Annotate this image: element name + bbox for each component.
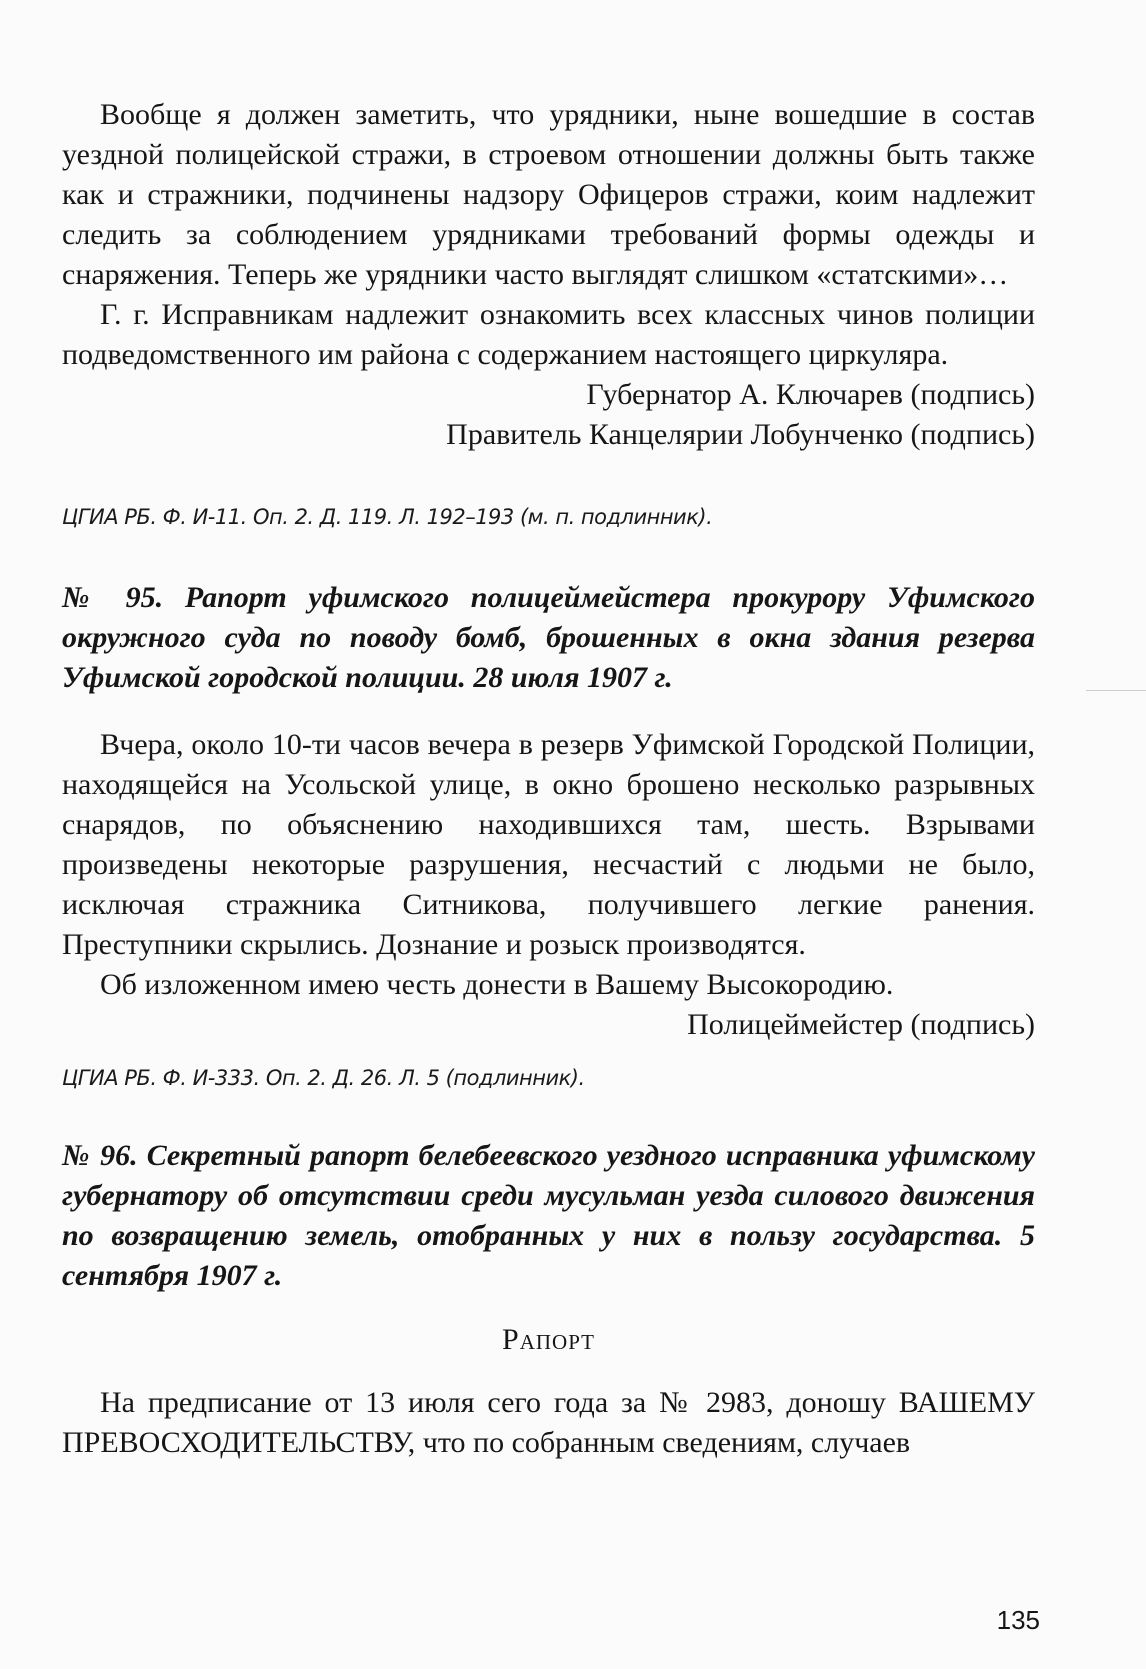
document-95-heading-block bbox=[62, 578, 1035, 698]
raport-title: Рапорт bbox=[502, 1323, 595, 1356]
document-heading-96: № 96. Секретный рапорт белебеевского уездного исправника уфимскому губернатору об отсутствии среди мусульман уезда силового движения по возвращению земель, отобранных у них в пользу государства. 5 сентября 1907 г. bbox=[62, 1139, 1035, 1292]
paragraph-ispravniki: Г. г. Исправникам надлежит ознакомить всех классных чинов полиции подведомственного им района с содержанием настоящего циркуляра. bbox=[62, 298, 1035, 371]
archive-ref-2-block bbox=[62, 1066, 1035, 1090]
paragraph-predpisanie: На предписание от 13 июля сего года за № 2983, доношу ВАШЕМУ ПРЕВОСХОДИТЕЛЬСТВУ, что по собранным сведениям, случаев bbox=[62, 1386, 1035, 1459]
archive-reference: ЦГИА РБ. Ф. И-11. Оп. 2. Д. 119. Л. 192–193 (м. п. подлинник). bbox=[62, 505, 713, 529]
signature-governor: Губернатор А. Ключарев (подпись) bbox=[586, 378, 1035, 411]
document-95-body bbox=[62, 725, 1035, 1045]
document-96-body bbox=[62, 1383, 1035, 1463]
signature-police-chief: Полицеймейстер (подпись) bbox=[687, 1008, 1035, 1041]
signature-chancellery: Правитель Канцелярии Лобунченко (подпись) bbox=[446, 418, 1035, 451]
document-heading-95: № 95. Рапорт уфимского полицеймейстера прокурору Уфимского окружного суда по поводу бомб, брошенных в окна здания резерва Уфимской городской полиции. 28 июля 1907 г. bbox=[62, 581, 1035, 694]
paragraph-report: Об изложенном имею честь донести в Вашему Высокородию. bbox=[100, 968, 894, 1001]
paragraph-uriadniki: Вообще я должен заметить, что урядники, ныне вошедшие в состав уездной полицейской стражи, в строевом отношении должны быть также как и стражники, подчинены надзору Офицеров стражи, коим надлежит следить за соблюдением урядниками требований формы одежды и снаряжения. Теперь же урядники часто выглядят слишком «статскими»… bbox=[62, 98, 1035, 291]
bleed-through-line bbox=[1086, 690, 1146, 691]
archive-ref-1-block bbox=[62, 505, 1035, 529]
page-number: 135 bbox=[996, 1605, 1040, 1635]
archive-reference: ЦГИА РБ. Ф. И-333. Оп. 2. Д. 26. Л. 5 (подлинник). bbox=[62, 1066, 585, 1090]
paragraph-explosion: Вчера, около 10-ти часов вечера в резерв Уфимской Городской Полиции, находящейся на Усольской улице, в окно брошено несколько разрывных снарядов, по объяснению находившихся там, шесть. Взрывами произведены некоторые разрушения, несчастий с людьми не было, исключая стражника Ситникова, получившего легкие ранения. Преступники скрылись. Дознание и розыск производятся. bbox=[62, 728, 1035, 961]
document-96-heading-block bbox=[62, 1136, 1035, 1296]
circular-ending bbox=[62, 95, 1035, 455]
raport-title-block bbox=[62, 1323, 1035, 1357]
